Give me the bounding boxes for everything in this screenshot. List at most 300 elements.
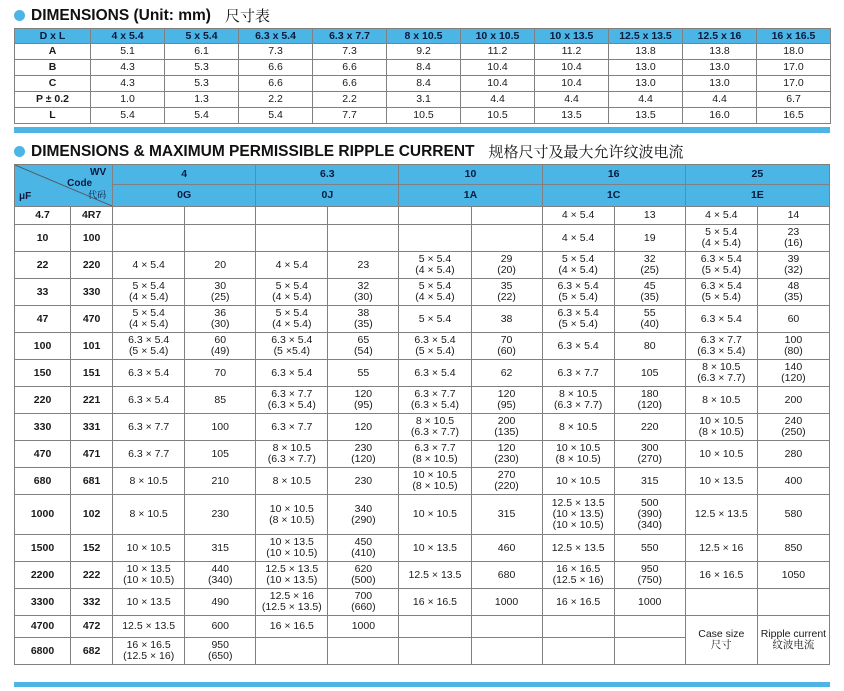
ripple-current-cell: 230 [328, 468, 399, 495]
ripple-voltage-row [15, 165, 830, 185]
capacitance-code-cell: 472 [71, 616, 113, 638]
capacitance-code-cell: 470 [71, 306, 113, 333]
ripple-current-cell: 70 (60) [471, 333, 542, 360]
ripple-current-cell: 210 [185, 468, 256, 495]
ripple-current-cell: 32 (25) [614, 252, 685, 279]
case-size-cell: 6.3 × 7.7 [113, 414, 185, 441]
dimensions-cell: 17.0 [757, 76, 831, 92]
case-size-cell [399, 207, 471, 225]
dimensions-heading [14, 5, 270, 26]
ripple-current-cell [185, 207, 256, 225]
dimensions-cell: 6.7 [757, 92, 831, 108]
ripple-current-cell: 36 (30) [185, 306, 256, 333]
code-header: 1C [542, 185, 685, 207]
dimensions-column-header: 12.5 x 16 [683, 29, 757, 44]
case-size-cell [256, 207, 328, 225]
dimensions-cell: 7.3 [313, 44, 387, 60]
ripple-current-cell: 850 [757, 535, 829, 562]
ripple-table [14, 164, 830, 665]
ripple-current-cell: 200 [757, 387, 829, 414]
case-size-cell: 8 × 10.5 (6.3 × 7.7) [399, 414, 471, 441]
ripple-current-cell: 280 [757, 441, 829, 468]
capacitance-code-cell: 100 [71, 225, 113, 252]
case-size-cell: 16 × 16.5 [542, 589, 614, 616]
dimensions-cell: 13.0 [683, 60, 757, 76]
case-size-cell: 6.3 × 7.7 (6.3 × 5.4) [685, 333, 757, 360]
case-size-cell: 5 × 5.4 (4 × 5.4) [113, 279, 185, 306]
case-size-cell: 10 × 10.5 (8 × 10.5) [399, 468, 471, 495]
ripple-current-cell [614, 616, 685, 638]
dimensions-row [15, 92, 831, 108]
ripple-current-cell: 315 [471, 495, 542, 535]
capacitance-code-cell: 221 [71, 387, 113, 414]
case-size-cell: 6.3 × 5.4 (5 × 5.4) [542, 279, 614, 306]
dimensions-cell: 5.1 [91, 44, 165, 60]
ripple-current-cell: 1050 [757, 562, 829, 589]
legend-case-size-cn: 尺寸 [710, 639, 732, 651]
case-size-cell: 6.3 × 7.7 [542, 360, 614, 387]
dimensions-cell: 10.4 [461, 60, 535, 76]
case-size-cell [399, 616, 471, 638]
dimensions-cell: 8.4 [387, 60, 461, 76]
case-size-cell: 6.3 × 7.7 (6.3 × 5.4) [399, 387, 471, 414]
case-size-cell: 6.3 × 5.4 (5 × 5.4) [399, 333, 471, 360]
capacitance-code-cell: 332 [71, 589, 113, 616]
ripple-current-cell: 23 (16) [757, 225, 829, 252]
dimensions-cell: 7.3 [239, 44, 313, 60]
dimensions-row-label: A [15, 44, 91, 60]
dimensions-column-header: 16 x 16.5 [757, 29, 831, 44]
case-size-cell: 4 × 5.4 [685, 207, 757, 225]
ripple-current-cell: 38 [471, 306, 542, 333]
case-size-cell [399, 638, 471, 665]
ripple-current-cell: 32 (30) [328, 279, 399, 306]
dimensions-row-label: L [15, 108, 91, 124]
dimensions-column-header: 4 x 5.4 [91, 29, 165, 44]
ripple-current-cell: 105 [185, 441, 256, 468]
case-size-cell: 6.3 × 5.4 [399, 360, 471, 387]
capacitance-code-cell: 330 [71, 279, 113, 306]
ripple-current-cell [328, 638, 399, 665]
ripple-current-cell [471, 207, 542, 225]
ripple-row [15, 589, 830, 616]
ripple-current-cell: 460 [471, 535, 542, 562]
dimensions-header-row [15, 29, 831, 44]
legend-case-size-label: Case size [698, 628, 745, 640]
dimensions-cell: 10.5 [387, 108, 461, 124]
code-label: Code [67, 178, 93, 189]
ripple-current-cell: 1000 [328, 616, 399, 638]
dimensions-cell: 5.4 [165, 108, 239, 124]
case-size-cell: 10 × 10.5 [542, 468, 614, 495]
dimensions-cell: 7.7 [313, 108, 387, 124]
dimensions-cell: 4.4 [535, 92, 609, 108]
case-size-cell: 5 × 5.4 (4 × 5.4) [399, 252, 471, 279]
ripple-row [15, 387, 830, 414]
case-size-cell: 10 × 13.5 (10 × 10.5) [113, 562, 185, 589]
voltage-header: 10 [399, 165, 542, 185]
capacitance-cell: 47 [15, 306, 71, 333]
case-size-cell: 10 × 10.5 [399, 495, 471, 535]
case-size-cell: 12.5 × 13.5 [113, 616, 185, 638]
voltage-header: 25 [685, 165, 829, 185]
case-size-cell: 10 × 13.5 [113, 589, 185, 616]
ripple-current-cell [471, 616, 542, 638]
ripple-current-cell: 100 [185, 414, 256, 441]
ripple-current-cell: 55 (40) [614, 306, 685, 333]
ripple-current-cell: 500 (390) (340) [614, 495, 685, 535]
ripple-title: DIMENSIONS & MAXIMUM PERMISSIBLE RIPPLE CURRENT [31, 142, 475, 160]
ripple-current-cell: 270 (220) [471, 468, 542, 495]
ripple-current-cell [185, 225, 256, 252]
case-size-cell [256, 225, 328, 252]
ripple-current-cell [328, 207, 399, 225]
capacitance-code-cell: 151 [71, 360, 113, 387]
case-size-cell: 5 × 5.4 [399, 306, 471, 333]
dimensions-cell: 9.2 [387, 44, 461, 60]
dimensions-cell: 2.2 [239, 92, 313, 108]
ripple-current-cell: 180 (120) [614, 387, 685, 414]
dimensions-cell: 1.0 [91, 92, 165, 108]
legend-ripple-current [757, 616, 829, 665]
dimensions-cell: 4.4 [609, 92, 683, 108]
capacitance-cell: 33 [15, 279, 71, 306]
case-size-cell: 6.3 × 7.7 [256, 414, 328, 441]
dimensions-cell: 4.4 [683, 92, 757, 108]
case-size-cell: 8 × 10.5 [113, 495, 185, 535]
case-size-cell: 10 × 13.5 [685, 468, 757, 495]
ripple-current-cell [471, 638, 542, 665]
dimensions-cell: 6.6 [239, 76, 313, 92]
ripple-current-cell: 45 (35) [614, 279, 685, 306]
ripple-row [15, 252, 830, 279]
ripple-current-cell: 19 [614, 225, 685, 252]
dimensions-table [14, 28, 831, 124]
dimensions-column-header: 6.3 x 5.4 [239, 29, 313, 44]
capacitance-cell: 10 [15, 225, 71, 252]
ripple-current-cell: 140 (120) [757, 360, 829, 387]
case-size-cell: 5 × 5.4 (4 × 5.4) [113, 306, 185, 333]
ripple-current-cell [328, 225, 399, 252]
case-size-cell [399, 225, 471, 252]
code-header: 1E [685, 185, 829, 207]
case-size-cell: 12.5 × 16 [685, 535, 757, 562]
capacitance-cell: 1000 [15, 495, 71, 535]
ripple-row [15, 495, 830, 535]
case-size-cell: 6.3 × 5.4 (5 ×5.4) [256, 333, 328, 360]
ripple-current-cell: 700 (660) [328, 589, 399, 616]
ripple-current-cell [471, 225, 542, 252]
case-size-cell: 8 × 10.5 [256, 468, 328, 495]
ripple-current-cell [757, 589, 829, 616]
capacitance-cell: 2200 [15, 562, 71, 589]
ripple-row [15, 306, 830, 333]
case-size-cell: 6.3 × 7.7 (8 × 10.5) [399, 441, 471, 468]
case-size-cell: 6.3 × 7.7 [113, 441, 185, 468]
legend-case-size [685, 616, 757, 665]
case-size-cell: 12.5 × 13.5 (10 × 13.5) [256, 562, 328, 589]
dimensions-cell: 5.4 [239, 108, 313, 124]
ripple-current-cell: 39 (32) [757, 252, 829, 279]
ripple-current-cell: 85 [185, 387, 256, 414]
ripple-heading [14, 141, 684, 162]
dimensions-column-header: 5 x 5.4 [165, 29, 239, 44]
case-size-cell: 16 × 16.5 [399, 589, 471, 616]
capacitance-cell: 3300 [15, 589, 71, 616]
case-size-cell [256, 638, 328, 665]
dimensions-cell: 6.6 [313, 60, 387, 76]
case-size-cell: 5 × 5.4 (4 × 5.4) [685, 225, 757, 252]
ripple-current-cell: 400 [757, 468, 829, 495]
ripple-row [15, 360, 830, 387]
dimensions-column-header: 12.5 x 13.5 [609, 29, 683, 44]
ripple-current-cell: 80 [614, 333, 685, 360]
ripple-current-cell: 200 (135) [471, 414, 542, 441]
ripple-row [15, 441, 830, 468]
case-size-cell: 8 × 10.5 (6.3 × 7.7) [542, 387, 614, 414]
capacitance-cell: 4700 [15, 616, 71, 638]
dimensions-cell: 5.3 [165, 76, 239, 92]
ripple-row [15, 225, 830, 252]
ripple-current-cell: 100 (80) [757, 333, 829, 360]
ripple-current-cell: 315 [185, 535, 256, 562]
case-size-cell: 5 × 5.4 (4 × 5.4) [542, 252, 614, 279]
capacitance-code-cell: 471 [71, 441, 113, 468]
case-size-cell: 12.5 × 13.5 [542, 535, 614, 562]
capacitance-cell: 22 [15, 252, 71, 279]
case-size-cell: 16 × 16.5 (12.5 × 16) [542, 562, 614, 589]
case-size-cell: 6.3 × 5.4 [542, 333, 614, 360]
case-size-cell: 6.3 × 5.4 [113, 360, 185, 387]
case-size-cell: 4 × 5.4 [113, 252, 185, 279]
capacitance-cell: 330 [15, 414, 71, 441]
ripple-current-cell: 230 (120) [328, 441, 399, 468]
ripple-current-cell: 29 (20) [471, 252, 542, 279]
capacitance-code-cell: 102 [71, 495, 113, 535]
case-size-cell: 16 × 16.5 [685, 562, 757, 589]
capacitance-cell: 470 [15, 441, 71, 468]
dimensions-cell: 10.4 [461, 76, 535, 92]
code-header: 0J [256, 185, 399, 207]
ripple-row [15, 279, 830, 306]
dimensions-row [15, 108, 831, 124]
dimensions-cell: 16.0 [683, 108, 757, 124]
voltage-header: 6.3 [256, 165, 399, 185]
dimensions-cell: 10.4 [535, 60, 609, 76]
ripple-bottom-bar [14, 682, 830, 687]
ripple-current-cell: 620 (500) [328, 562, 399, 589]
ripple-current-cell: 14 [757, 207, 829, 225]
dimensions-row [15, 76, 831, 92]
dimensions-header-label: D x L [15, 29, 91, 44]
capacitance-code-cell: 152 [71, 535, 113, 562]
dimensions-cell: 13.8 [609, 44, 683, 60]
dimensions-row-label: B [15, 60, 91, 76]
case-size-cell: 10 × 13.5 (10 × 10.5) [256, 535, 328, 562]
ripple-row [15, 616, 830, 638]
dimensions-column-header: 10 x 10.5 [461, 29, 535, 44]
uf-label: μF [19, 191, 32, 202]
ripple-current-cell: 23 [328, 252, 399, 279]
case-size-cell: 6.3 × 7.7 (6.3 × 5.4) [256, 387, 328, 414]
case-size-cell: 8 × 10.5 (6.3 × 7.7) [685, 360, 757, 387]
dimensions-cell: 2.2 [313, 92, 387, 108]
ripple-row [15, 333, 830, 360]
dimensions-row-label: C [15, 76, 91, 92]
ripple-current-cell: 60 [757, 306, 829, 333]
case-size-cell: 4 × 5.4 [256, 252, 328, 279]
case-size-cell [542, 638, 614, 665]
dimensions-cell: 6.6 [313, 76, 387, 92]
ripple-current-cell: 120 [328, 414, 399, 441]
capacitance-code-cell: 222 [71, 562, 113, 589]
capacitance-cell: 1500 [15, 535, 71, 562]
ripple-current-cell: 55 [328, 360, 399, 387]
ripple-current-cell: 120 (230) [471, 441, 542, 468]
case-size-cell: 10 × 13.5 [399, 535, 471, 562]
dimensions-cell: 13.0 [609, 76, 683, 92]
case-size-cell: 10 × 10.5 [113, 535, 185, 562]
ripple-current-cell [614, 638, 685, 665]
dimensions-row-label: P ± 0.2 [15, 92, 91, 108]
dimensions-cell: 11.2 [461, 44, 535, 60]
ripple-current-cell: 105 [614, 360, 685, 387]
ripple-current-cell: 13 [614, 207, 685, 225]
case-size-cell: 4 × 5.4 [542, 225, 614, 252]
ripple-current-cell: 550 [614, 535, 685, 562]
ripple-current-cell: 1000 [614, 589, 685, 616]
dimensions-cell: 10.5 [461, 108, 535, 124]
ripple-current-cell: 440 (340) [185, 562, 256, 589]
capacitance-cell: 150 [15, 360, 71, 387]
case-size-cell: 16 × 16.5 (12.5 × 16) [113, 638, 185, 665]
dimensions-cell: 13.5 [609, 108, 683, 124]
ripple-current-cell: 450 (410) [328, 535, 399, 562]
capacitance-cell: 4.7 [15, 207, 71, 225]
voltage-header: 4 [113, 165, 256, 185]
case-size-cell: 6.3 × 5.4 [685, 306, 757, 333]
ripple-current-cell: 38 (35) [328, 306, 399, 333]
dimensions-cell: 4.3 [91, 60, 165, 76]
ripple-current-cell: 240 (250) [757, 414, 829, 441]
ripple-row [15, 414, 830, 441]
dimensions-title: DIMENSIONS (Unit: mm) [31, 6, 211, 24]
dimensions-column-header: 6.3 x 7.7 [313, 29, 387, 44]
case-size-cell: 5 × 5.4 (4 × 5.4) [256, 279, 328, 306]
capacitance-code-cell: 331 [71, 414, 113, 441]
ripple-current-cell: 20 [185, 252, 256, 279]
legend-ripple-label: Ripple current [760, 628, 827, 640]
case-size-cell: 12.5 × 13.5 [399, 562, 471, 589]
dimensions-cell: 13.0 [683, 76, 757, 92]
code-header: 1A [399, 185, 542, 207]
ripple-current-cell: 62 [471, 360, 542, 387]
case-size-cell: 8 × 10.5 [113, 468, 185, 495]
ripple-current-cell: 600 [185, 616, 256, 638]
ripple-row [15, 535, 830, 562]
case-size-cell: 6.3 × 5.4 [113, 387, 185, 414]
bullet-icon [14, 10, 25, 21]
case-size-cell: 6.3 × 5.4 (5 × 5.4) [685, 279, 757, 306]
case-size-cell [113, 207, 185, 225]
case-size-cell [542, 616, 614, 638]
dimensions-cell: 18.0 [757, 44, 831, 60]
header-corner [15, 165, 113, 207]
dimensions-title-cn: 尺寸表 [224, 8, 270, 25]
case-size-cell: 6.3 × 5.4 (5 × 5.4) [113, 333, 185, 360]
case-size-cell: 5 × 5.4 (4 × 5.4) [256, 306, 328, 333]
ripple-current-cell: 580 [757, 495, 829, 535]
case-size-cell: 10 × 10.5 (8 × 10.5) [256, 495, 328, 535]
dimensions-cell: 6.1 [165, 44, 239, 60]
capacitance-code-cell: 681 [71, 468, 113, 495]
dimensions-cell: 1.3 [165, 92, 239, 108]
dimensions-cell: 10.4 [535, 76, 609, 92]
dimensions-cell: 3.1 [387, 92, 461, 108]
ripple-code-row [15, 185, 830, 207]
case-size-cell: 16 × 16.5 [256, 616, 328, 638]
capacitance-code-cell: 4R7 [71, 207, 113, 225]
ripple-row [15, 562, 830, 589]
ripple-current-cell: 230 [185, 495, 256, 535]
ripple-current-cell: 315 [614, 468, 685, 495]
ripple-current-cell: 48 (35) [757, 279, 829, 306]
case-size-cell: 6.3 × 5.4 (5 × 5.4) [542, 306, 614, 333]
ripple-current-cell: 60 (49) [185, 333, 256, 360]
legend-ripple-cn: 纹波电流 [772, 639, 815, 651]
ripple-current-cell: 120 (95) [328, 387, 399, 414]
wv-label: WV [90, 167, 107, 178]
ripple-current-cell: 120 (95) [471, 387, 542, 414]
ripple-current-cell: 35 (22) [471, 279, 542, 306]
case-size-cell: 6.3 × 5.4 [256, 360, 328, 387]
code-cn-label: 代码 [88, 190, 107, 200]
voltage-header: 16 [542, 165, 685, 185]
case-size-cell: 8 × 10.5 [685, 387, 757, 414]
ripple-current-cell: 340 (290) [328, 495, 399, 535]
dimensions-cell: 5.4 [91, 108, 165, 124]
ripple-current-cell: 300 (270) [614, 441, 685, 468]
capacitance-code-cell: 101 [71, 333, 113, 360]
capacitance-code-cell: 682 [71, 638, 113, 665]
case-size-cell: 10 × 10.5 (8 × 10.5) [685, 414, 757, 441]
ripple-current-cell: 65 (54) [328, 333, 399, 360]
dimensions-cell: 11.2 [535, 44, 609, 60]
ripple-current-cell: 950 (750) [614, 562, 685, 589]
ripple-current-cell: 680 [471, 562, 542, 589]
ripple-current-cell: 950 (650) [185, 638, 256, 665]
dimensions-column-header: 10 x 13.5 [535, 29, 609, 44]
ripple-current-cell: 490 [185, 589, 256, 616]
capacitance-cell: 220 [15, 387, 71, 414]
case-size-cell: 8 × 10.5 [542, 414, 614, 441]
case-size-cell: 12.5 × 13.5 (10 × 13.5) (10 × 10.5) [542, 495, 614, 535]
capacitance-cell: 680 [15, 468, 71, 495]
ripple-row [15, 468, 830, 495]
ripple-row [15, 207, 830, 225]
dimensions-cell: 13.5 [535, 108, 609, 124]
ripple-current-cell: 70 [185, 360, 256, 387]
case-size-cell [685, 589, 757, 616]
dimensions-column-header: 8 x 10.5 [387, 29, 461, 44]
dimensions-cell: 5.3 [165, 60, 239, 76]
case-size-cell [113, 225, 185, 252]
dimensions-cell: 17.0 [757, 60, 831, 76]
dimensions-row [15, 60, 831, 76]
case-size-cell: 4 × 5.4 [542, 207, 614, 225]
dimensions-bottom-bar [14, 127, 830, 133]
ripple-current-cell: 1000 [471, 589, 542, 616]
